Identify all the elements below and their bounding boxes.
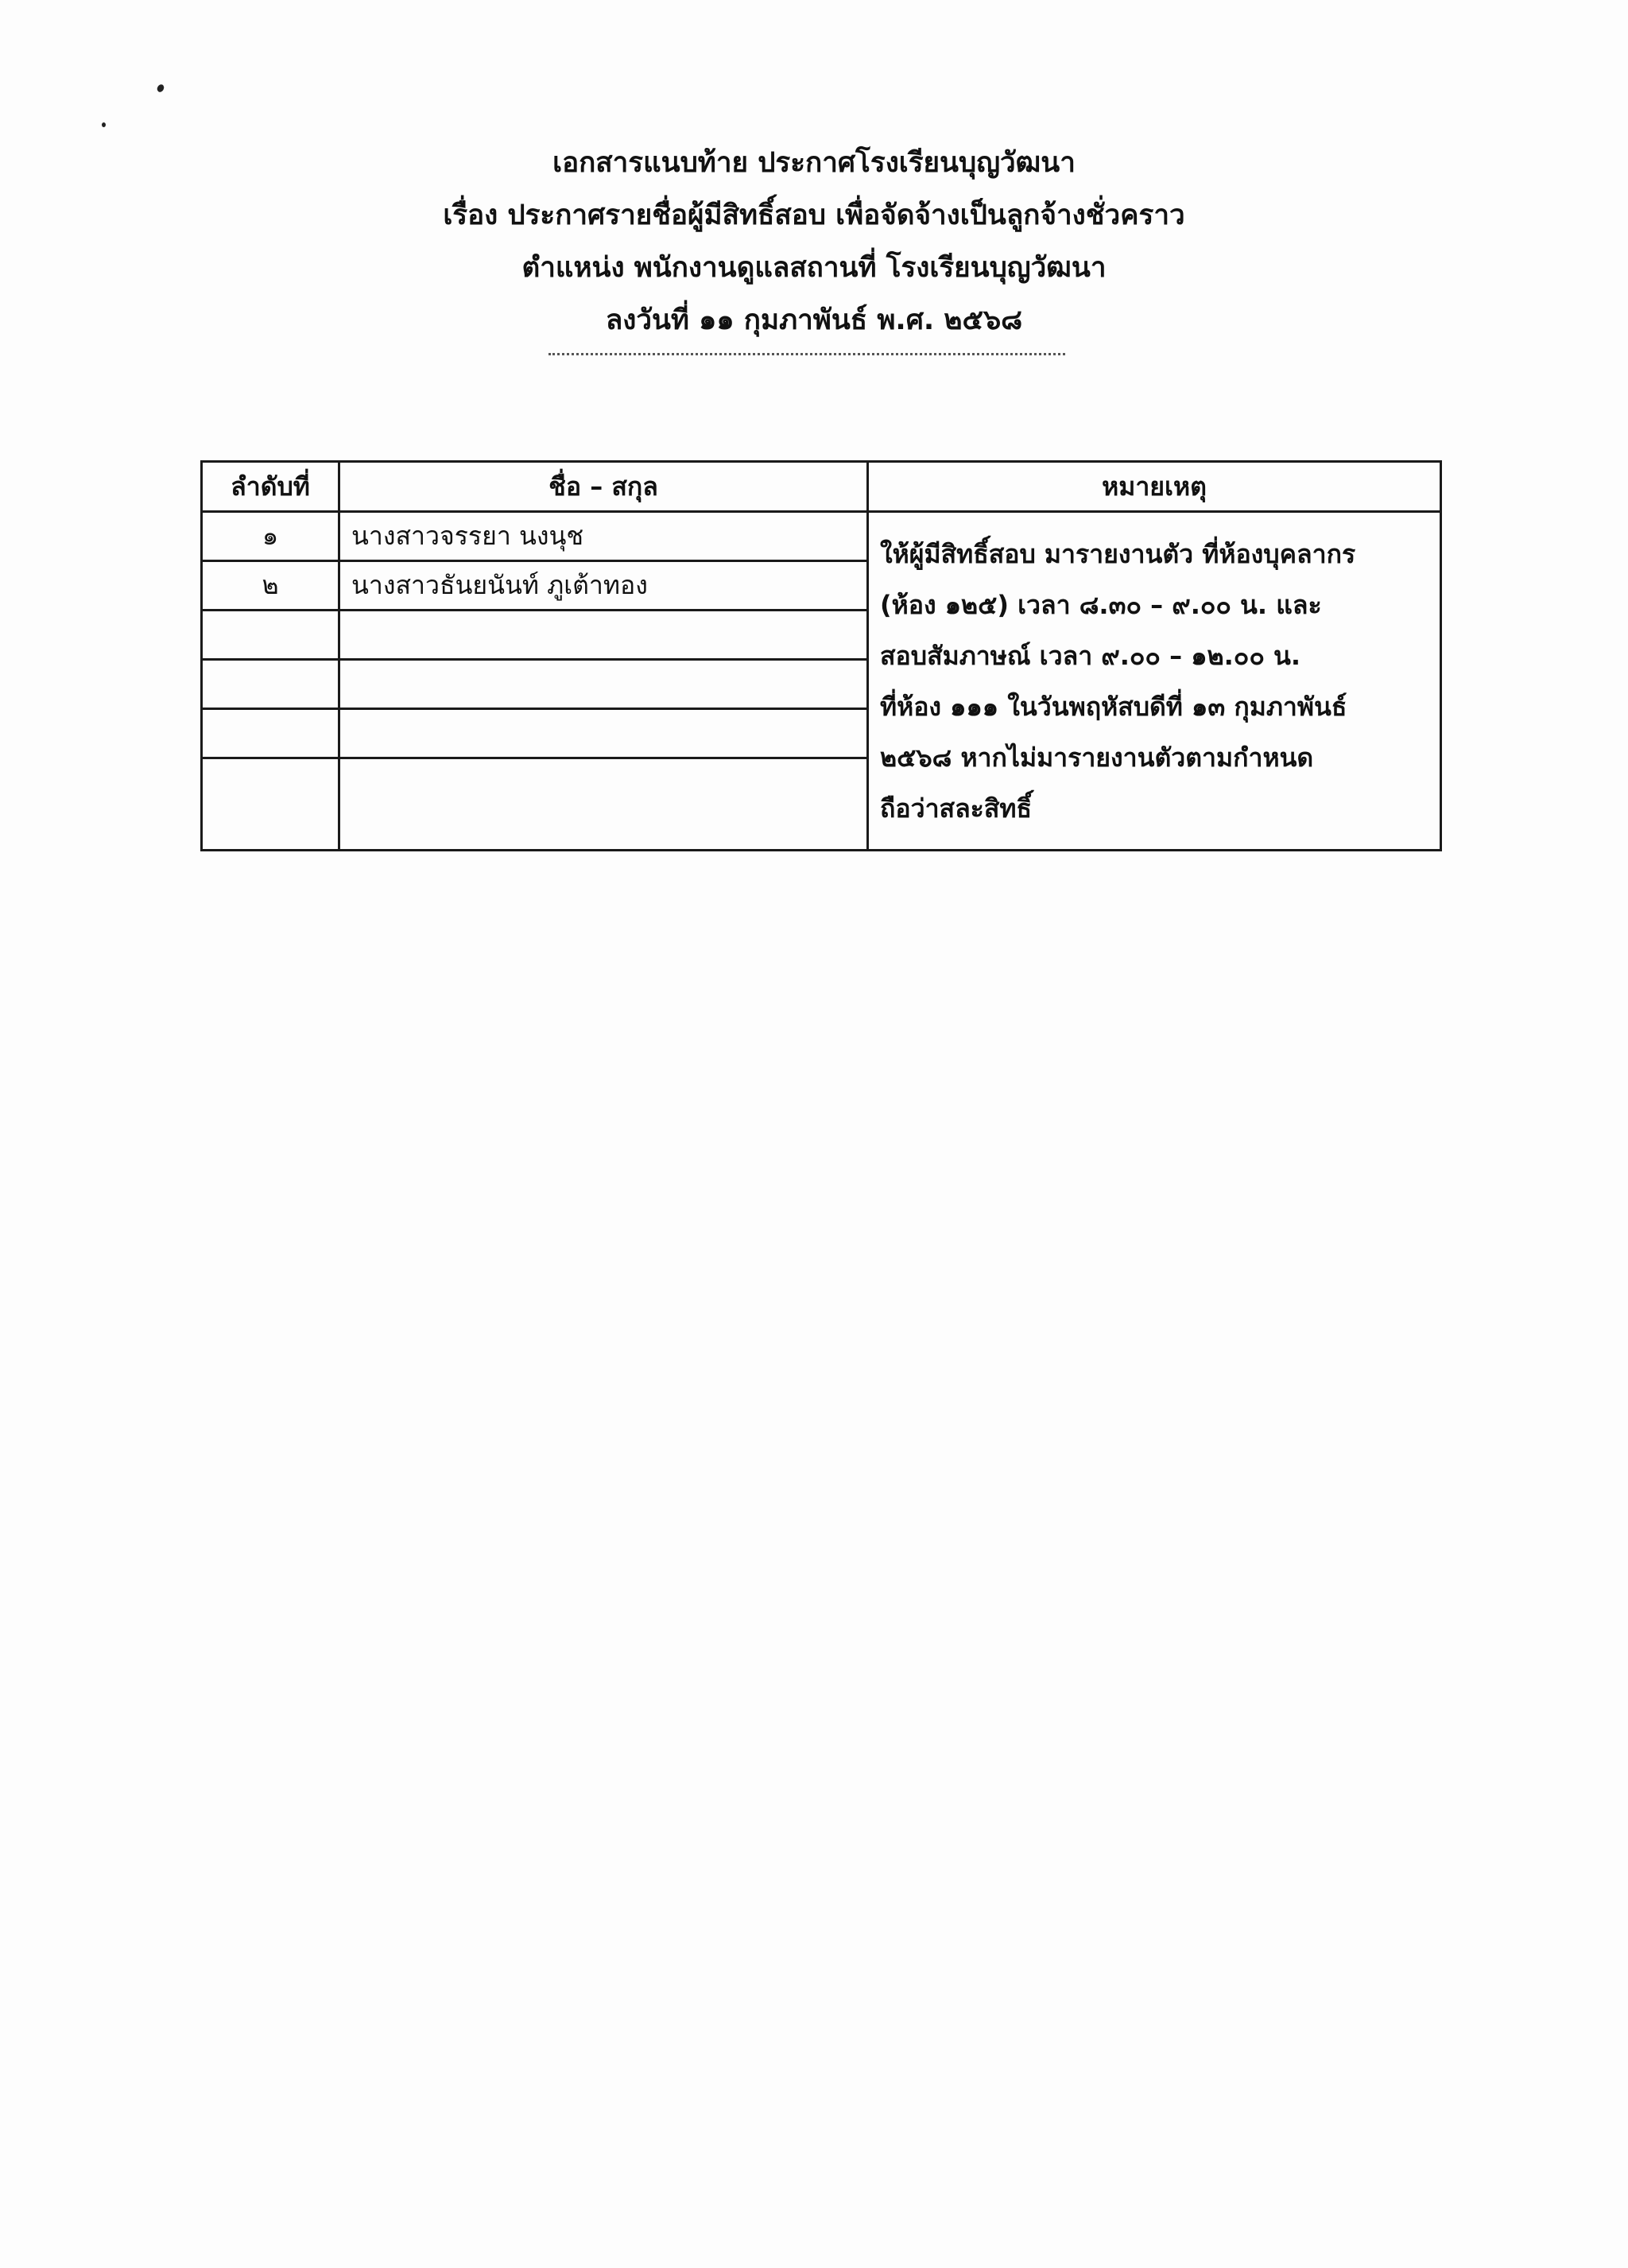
- header-title: เอกสารแนบท้าย ประกาศโรงเรียนบุญวัฒนา: [552, 147, 1076, 179]
- column-header-remark: หมายเหตุ: [868, 462, 1441, 512]
- scan-speck: [102, 122, 106, 127]
- row-number: ๑: [202, 512, 339, 561]
- remark-line: ที่ห้อง ๑๑๑ ในวันพฤหัสบดีที่ ๑๓ กุมภาพันธ์: [880, 691, 1347, 722]
- remark-line: ๒๕๖๘ หากไม่มารายงานตัวตามกำหนด: [880, 742, 1314, 773]
- dotted-divider: [548, 353, 1065, 355]
- empty-cell: [339, 758, 868, 851]
- header-subject: เรื่อง ประกาศรายชื่อผู้มีสิทธิ์สอบ เพื่อจัดจ้างเป็นลูกจ้างชั่วคราว: [443, 200, 1185, 231]
- table-row: [202, 512, 1441, 561]
- remark-line: ให้ผู้มีสิทธิ์สอบ มารายงานตัว ที่ห้องบุคลากร: [880, 538, 1356, 569]
- document-header: [0, 137, 1628, 347]
- header-position: ตำแหน่ง พนักงานดูแลสถานที่ โรงเรียนบุญวัฒนา: [521, 252, 1107, 284]
- remark-line: สอบสัมภาษณ์ เวลา ๙.๐๐ – ๑๒.๐๐ น.: [880, 640, 1301, 671]
- empty-cell: [202, 611, 339, 660]
- header-date: ลงวันที่ ๑๑ กุมภาพันธ์ พ.ศ. ๒๕๖๘: [605, 304, 1023, 336]
- empty-cell: [339, 660, 868, 709]
- empty-cell: [202, 709, 339, 758]
- row-name: นางสาวธันยนันท์ ภูเต้าทอง: [339, 561, 868, 611]
- row-number: ๒: [202, 561, 339, 611]
- remark-cell: [868, 512, 1441, 851]
- empty-cell: [339, 709, 868, 758]
- remark-line: ถือว่าสละสิทธิ์: [880, 793, 1033, 824]
- table-header-row: [202, 462, 1441, 512]
- candidate-table: [200, 460, 1442, 851]
- column-header-name: ชื่อ – สกุล: [339, 462, 868, 512]
- empty-cell: [339, 611, 868, 660]
- column-header-number: ลำดับที่: [202, 462, 339, 512]
- remark-line: (ห้อง ๑๒๕) เวลา ๘.๓๐ – ๙.๐๐ น. และ: [880, 589, 1322, 620]
- row-name: นางสาวจรรยา นงนุช: [339, 512, 868, 561]
- empty-cell: [202, 758, 339, 851]
- scan-speck: [156, 83, 165, 94]
- empty-cell: [202, 660, 339, 709]
